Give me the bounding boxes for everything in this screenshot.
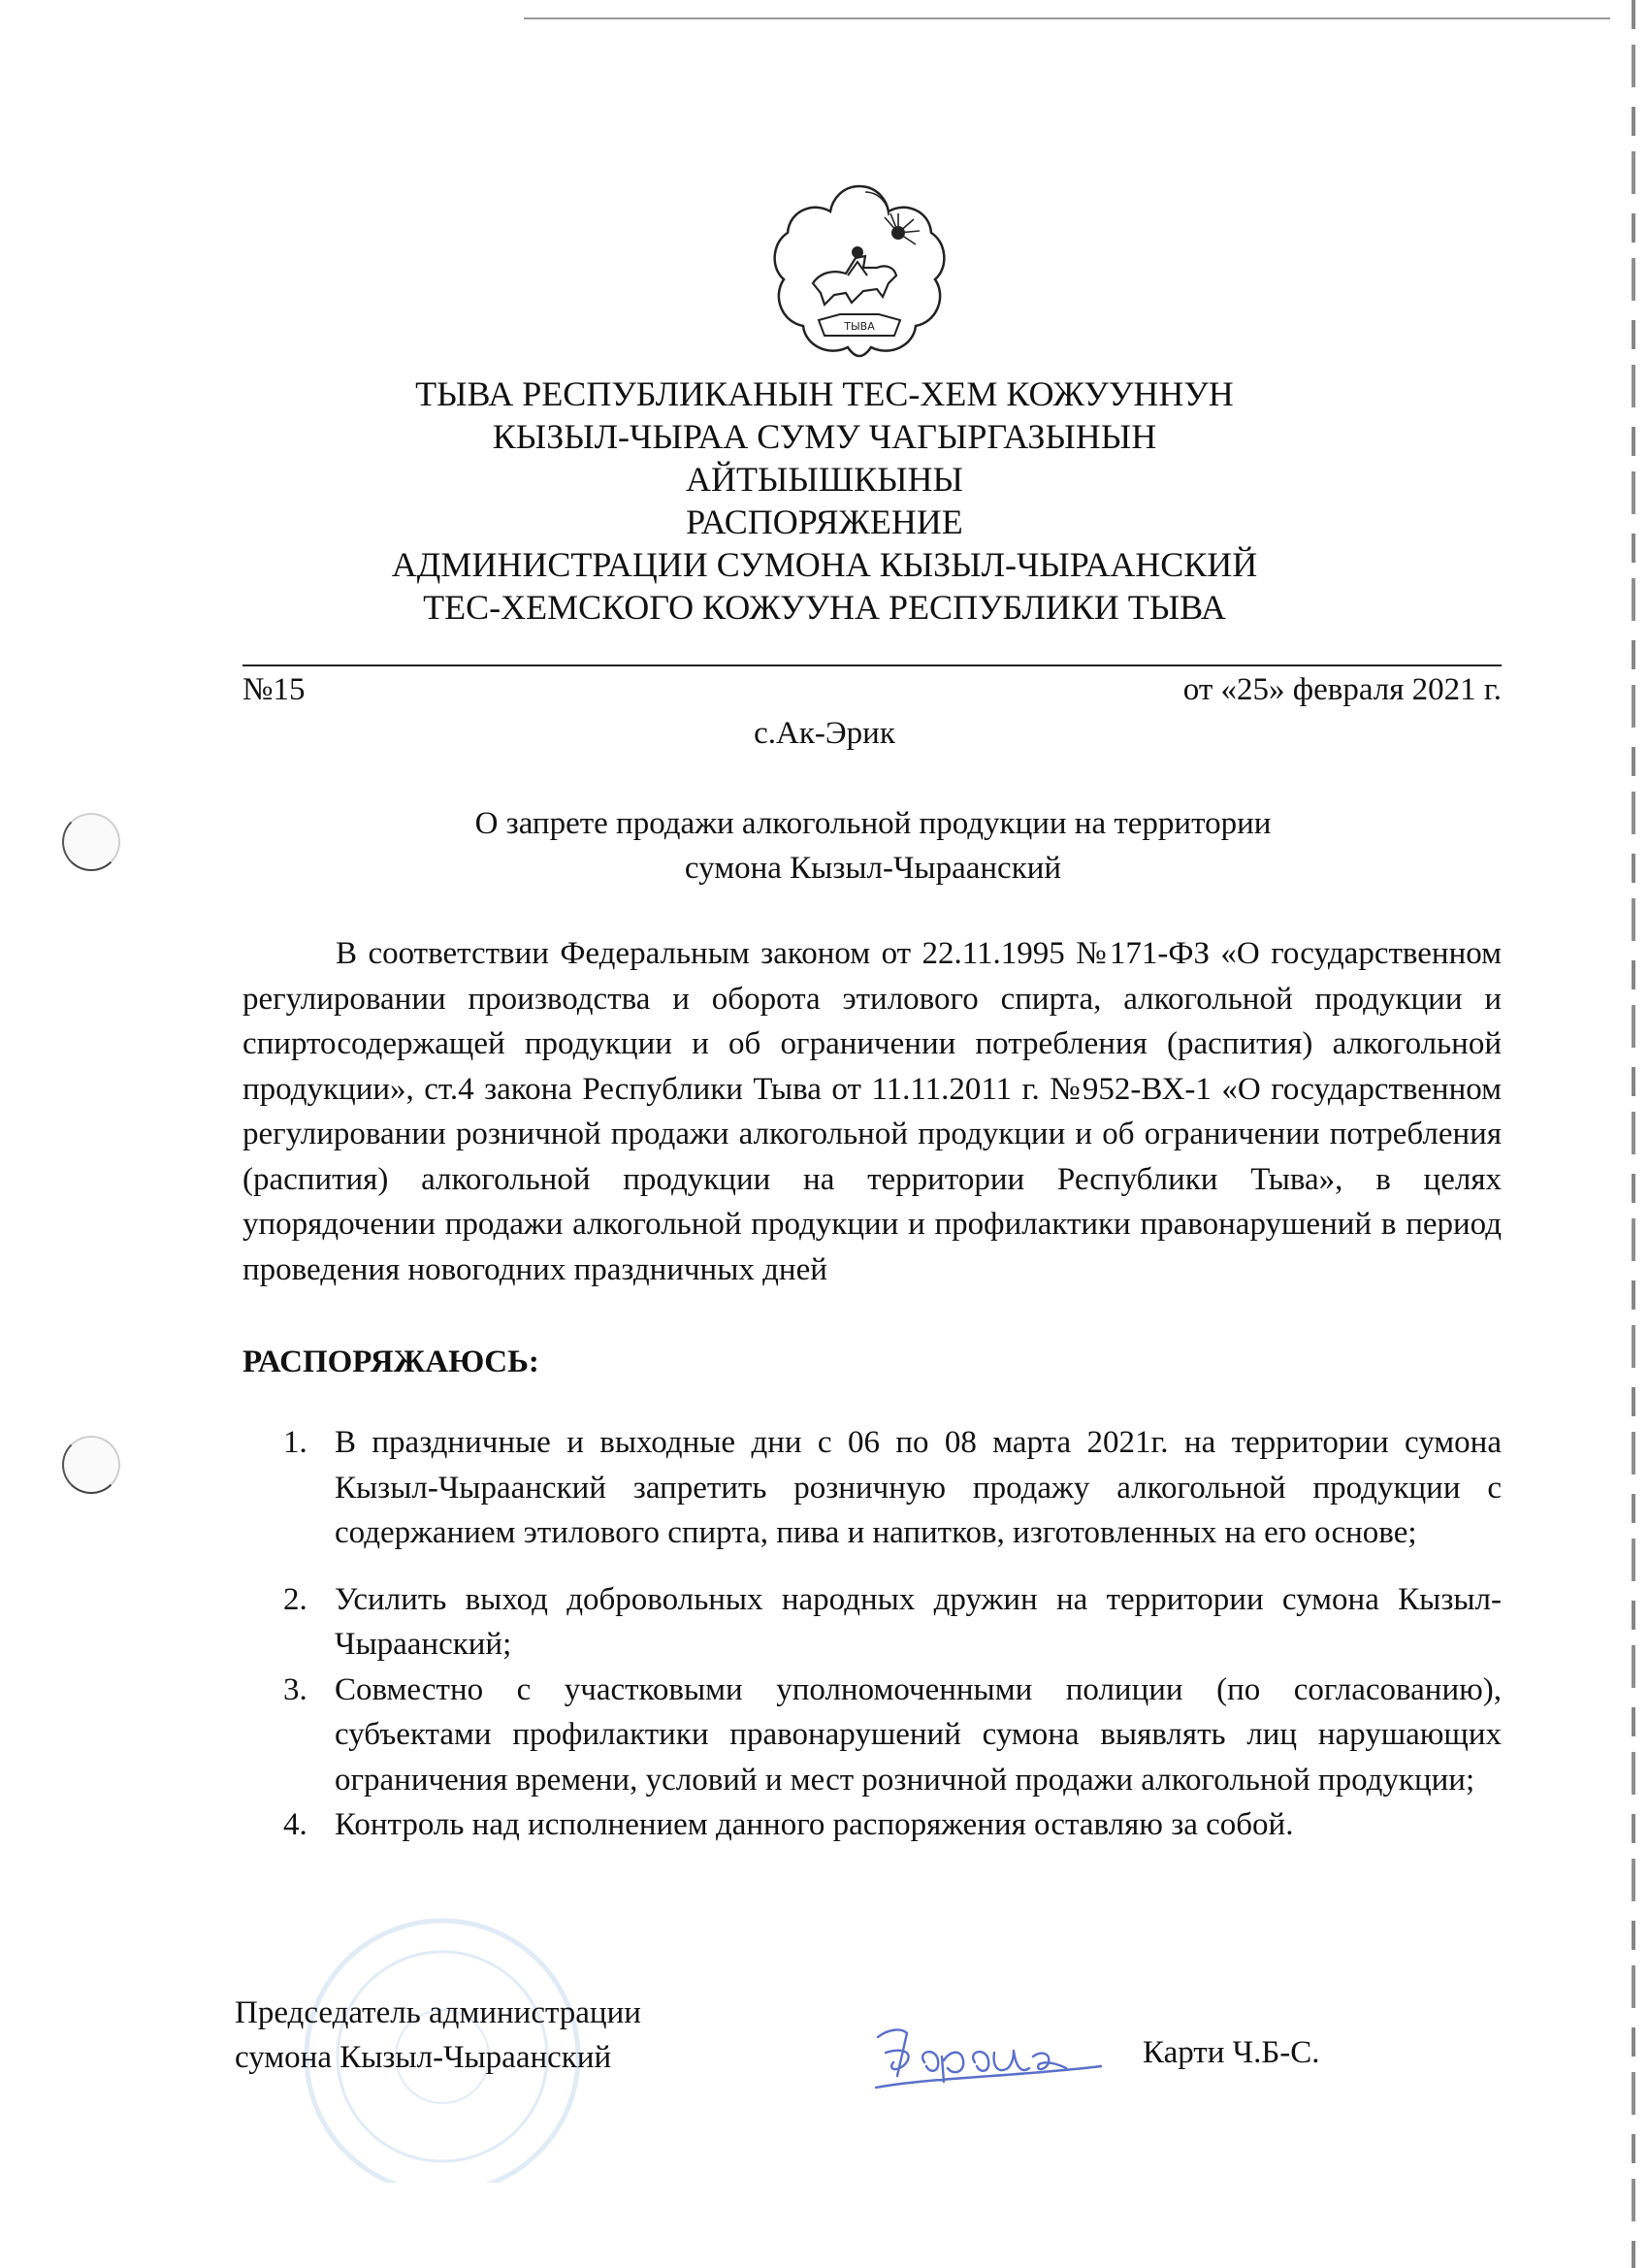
document-title — [291, 801, 1455, 891]
order-items — [242, 1420, 1502, 1848]
order-item-number: 2. — [283, 1581, 307, 1617]
signatory-name: Карти Ч.Б-С. — [1143, 2035, 1320, 2070]
scan-edge-shadow — [1632, 0, 1635, 2268]
header-line-6: ТЕС-ХЕМСКОГО КОЖУУНА РЕСПУБЛИКИ ТЫВА — [423, 588, 1226, 627]
preamble-paragraph: В соответствии Федеральным законом от 22.11.1995 №171-ФЗ «О государственном регулировании производства и оборота этилового спирта, алкогольной продукции и спиртосодержащей продукции и об ограничении потребления (распития) алкогольной продукции», ст.4 закона Республики Тыва от 11.11.2011 г. №952-ВХ-1 «О государственном регулировании розничной продажи алкогольной продукции и об ограничении потребления (распития) алкогольной продукции на территории Республики Тыва», в целях упорядочении продажи алкогольной продукции и профилактики правонарушений в период проведения новогодних праздничных дней — [242, 936, 1502, 1287]
order-item-number: 3. — [283, 1671, 307, 1707]
handwritten-signature — [868, 2008, 1120, 2095]
header-divider — [242, 664, 1502, 666]
order-word: РАСПОРЯЖАЮСЬ: — [242, 1345, 539, 1379]
scan-edge-line — [524, 17, 1610, 19]
order-item-1 — [242, 1420, 1502, 1556]
header-line-5: АДМИНИСТРАЦИИ СУМОНА КЫЗЫЛ-ЧЫРААНСКИЙ — [391, 545, 1258, 584]
order-item-number: 4. — [283, 1807, 307, 1842]
punch-hole — [62, 813, 120, 871]
document-place: с.Ак-Эрик — [754, 716, 895, 751]
punch-hole — [62, 1436, 120, 1494]
order-item-text: В праздничные и выходные дни с 06 по 08 марта 2021г. на территории сумона Кызыл-Чыраанский запретить розничную продажу алкогольной продукции с содержанием этилового спирта, пива и напитков, изготовленных на его основе; — [335, 1425, 1502, 1550]
header-line-3: АЙТЫЫШКЫНЫ — [686, 460, 963, 499]
document-date: от «25» февраля 2021 г. — [1182, 672, 1502, 707]
order-item-3 — [242, 1668, 1502, 1803]
title-line-2: сумона Кызыл-Чыраанский — [684, 851, 1062, 886]
header-line-4: РАСПОРЯЖЕНИЕ — [686, 502, 963, 541]
order-item-2 — [242, 1577, 1502, 1668]
order-item-text: Контроль над исполнением данного распоряжения оставляю за собой. — [335, 1807, 1294, 1842]
tuva-coat-of-arms-icon — [762, 175, 956, 369]
order-item-text: Совместно с участковыми уполномоченными полиции (по согласованию), субъектами профилактики правонарушений сумона выявлять лиц нарушающих ограничения времени, условий и мест розничной продажи алкогольной продукции; — [335, 1671, 1502, 1798]
signatory-position — [235, 1991, 641, 2080]
position-line-1: Председатель администрации — [235, 1995, 641, 2030]
position-line-2: сумона Кызыл-Чыраанский — [235, 2040, 612, 2075]
header-line-2: КЫЗЫЛ-ЧЫРАА СУМУ ЧАГЫРГАЗЫНЫН — [492, 417, 1157, 456]
order-item-number: 1. — [283, 1425, 307, 1460]
order-item-4 — [242, 1802, 1502, 1848]
emblem-label: ТЫВА — [844, 320, 875, 333]
order-item-text: Усилить выход добровольных народных дружин на территории сумона Кызыл-Чыраанский; — [335, 1581, 1502, 1662]
header-line-1: ТЫВА РЕСПУБЛИКАНЫН ТЕС-ХЕМ КОЖУУННУН — [415, 374, 1234, 413]
title-line-1: О запрете продажи алкогольной продукции на территории — [474, 806, 1272, 841]
document-number: №15 — [242, 672, 306, 707]
